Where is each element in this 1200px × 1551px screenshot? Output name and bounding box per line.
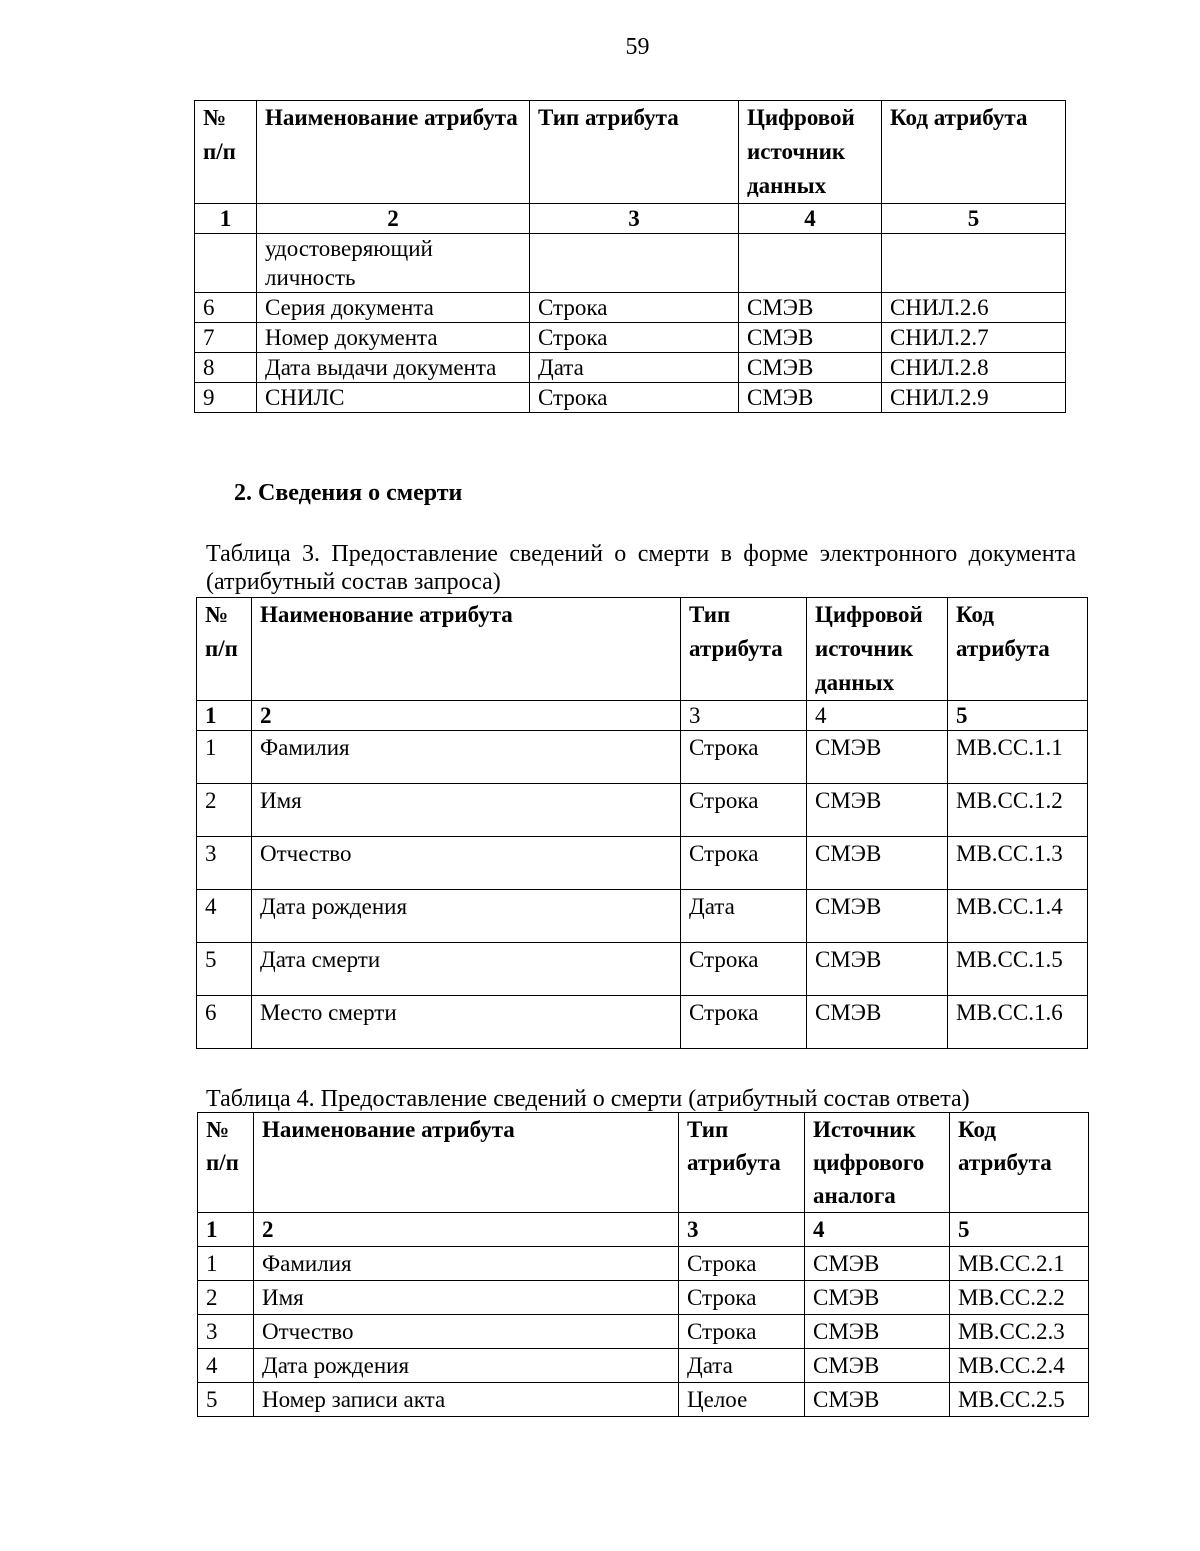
header-cell: Тип атрибута (530, 101, 739, 204)
section-heading: 2. Сведения о смерти (234, 480, 463, 506)
attribute-name: Имя (252, 784, 681, 837)
table-row (197, 943, 1088, 996)
column-number: 4 (739, 204, 882, 234)
attribute-name: Фамилия (252, 731, 681, 784)
attribute-code: МВ.СС.2.4 (950, 1349, 1089, 1383)
table-attributes-continued (194, 100, 1066, 413)
attribute-type: Строка (679, 1315, 805, 1349)
attribute-name: Номер документа (257, 323, 530, 353)
row-number: 9 (195, 383, 257, 413)
table-row (195, 234, 1066, 293)
attribute-code: МВ.СС.2.2 (950, 1281, 1089, 1315)
table-row (197, 837, 1088, 890)
attribute-name: Дата рождения (252, 890, 681, 943)
header-cell: № п/п (198, 1113, 254, 1213)
column-number: 4 (807, 701, 948, 731)
data-source: СМЭВ (807, 837, 948, 890)
attribute-code: МВ.СС.2.1 (950, 1247, 1089, 1281)
attribute-name: СНИЛС (257, 383, 530, 413)
header-cell: Наименование атрибута (254, 1113, 679, 1213)
column-number: 5 (950, 1213, 1089, 1247)
column-number-row (195, 204, 1066, 234)
table-row (197, 784, 1088, 837)
table-row (198, 1247, 1089, 1281)
table-row (195, 353, 1066, 383)
data-source: СМЭВ (805, 1349, 950, 1383)
row-number: 6 (197, 996, 252, 1049)
attribute-code: МВ.СС.1.2 (948, 784, 1088, 837)
attribute-code: МВ.СС.1.6 (948, 996, 1088, 1049)
attribute-type: Строка (679, 1281, 805, 1315)
header-cell: Код атрибута (950, 1113, 1089, 1213)
row-number: 6 (195, 293, 257, 323)
table-row (197, 890, 1088, 943)
header-cell: Код атрибута (882, 101, 1066, 204)
attribute-code: СНИЛ.2.6 (882, 293, 1066, 323)
attribute-name: Имя (254, 1281, 679, 1315)
data-source: СМЭВ (805, 1247, 950, 1281)
row-number: 1 (198, 1247, 254, 1281)
header-cell: Наименование атрибута (257, 101, 530, 204)
table-header-row (198, 1113, 1089, 1213)
table-row (197, 731, 1088, 784)
row-number: 2 (197, 784, 252, 837)
table-row (198, 1383, 1089, 1417)
column-number: 3 (530, 204, 739, 234)
column-number: 5 (948, 701, 1088, 731)
column-number: 5 (882, 204, 1066, 234)
attribute-name: Место смерти (252, 996, 681, 1049)
attribute-type: Строка (681, 943, 807, 996)
column-number: 1 (197, 701, 252, 731)
attribute-type: Целое (679, 1383, 805, 1417)
table-header-row (195, 101, 1066, 204)
attribute-name: Дата смерти (252, 943, 681, 996)
attribute-name: Отчество (252, 837, 681, 890)
column-number: 2 (252, 701, 681, 731)
table-row (195, 293, 1066, 323)
header-cell: Источник цифрового аналога (805, 1113, 950, 1213)
attribute-name: Дата рождения (254, 1349, 679, 1383)
data-source: СМЭВ (807, 784, 948, 837)
data-source: СМЭВ (805, 1383, 950, 1417)
attribute-code: МВ.СС.2.5 (950, 1383, 1089, 1417)
data-source: СМЭВ (739, 383, 882, 413)
column-number-row (197, 701, 1088, 731)
data-source: СМЭВ (739, 293, 882, 323)
attribute-name: Номер записи акта (254, 1383, 679, 1417)
header-cell: Тип атрибута (681, 598, 807, 701)
column-number: 3 (681, 701, 807, 731)
column-number: 2 (257, 204, 530, 234)
row-number: 3 (197, 837, 252, 890)
table-row (197, 996, 1088, 1049)
row-number: 5 (198, 1383, 254, 1417)
row-number: 8 (195, 353, 257, 383)
data-source: СМЭВ (807, 731, 948, 784)
attribute-name: Дата выдачи документа (257, 353, 530, 383)
attribute-code: СНИЛ.2.7 (882, 323, 1066, 353)
attribute-type: Дата (679, 1349, 805, 1383)
header-cell: Код атрибута (948, 598, 1088, 701)
row-number: 1 (197, 731, 252, 784)
table-row (195, 383, 1066, 413)
row-number: 5 (197, 943, 252, 996)
data-source: СМЭВ (739, 323, 882, 353)
table-death-request (196, 597, 1088, 1049)
page-number: 59 (625, 34, 650, 60)
header-cell: № п/п (197, 598, 252, 701)
table-death-response (197, 1112, 1089, 1417)
row-number: 7 (195, 323, 257, 353)
column-number-row (198, 1213, 1089, 1247)
attribute-code: СНИЛ.2.8 (882, 353, 1066, 383)
table-row (198, 1315, 1089, 1349)
row-number: 4 (198, 1349, 254, 1383)
attribute-code: МВ.СС.1.4 (948, 890, 1088, 943)
column-number: 4 (805, 1213, 950, 1247)
attribute-code: МВ.СС.1.1 (948, 731, 1088, 784)
attribute-type: Строка (681, 784, 807, 837)
header-cell: Тип атрибута (679, 1113, 805, 1213)
table-row (198, 1281, 1089, 1315)
attribute-type: Строка (681, 837, 807, 890)
data-source: СМЭВ (805, 1281, 950, 1315)
attribute-name: Серия документа (257, 293, 530, 323)
continuation-cell: удостоверяющий личность (257, 234, 530, 293)
column-number: 1 (198, 1213, 254, 1247)
data-source: СМЭВ (807, 890, 948, 943)
data-source: СМЭВ (805, 1315, 950, 1349)
row-number: 3 (198, 1315, 254, 1349)
data-source: СМЭВ (807, 943, 948, 996)
header-cell: Наименование атрибута (252, 598, 681, 701)
attribute-type: Строка (530, 323, 739, 353)
header-cell: № п/п (195, 101, 257, 204)
table-row (198, 1349, 1089, 1383)
attribute-type: Строка (681, 996, 807, 1049)
attribute-name: Фамилия (254, 1247, 679, 1281)
attribute-code: СНИЛ.2.9 (882, 383, 1066, 413)
header-cell: Цифровой источник данных (739, 101, 882, 204)
attribute-type: Строка (530, 383, 739, 413)
table-row (195, 323, 1066, 353)
table4-caption: Таблица 4. Предоставление сведений о смерти (атрибутный состав ответа) (206, 1086, 970, 1112)
attribute-type: Дата (681, 890, 807, 943)
header-cell: Цифровой источник данных (807, 598, 948, 701)
data-source: СМЭВ (807, 996, 948, 1049)
column-number: 2 (254, 1213, 679, 1247)
table3-caption: Таблица 3. Предоставление сведений о смерти в форме электронного документа (атрибутный состав запроса) (206, 541, 1076, 595)
attribute-type: Дата (530, 353, 739, 383)
table-header-row (197, 598, 1088, 701)
attribute-type: Строка (681, 731, 807, 784)
data-source: СМЭВ (739, 353, 882, 383)
attribute-code: МВ.СС.1.5 (948, 943, 1088, 996)
attribute-name: Отчество (254, 1315, 679, 1349)
attribute-code: МВ.СС.2.3 (950, 1315, 1089, 1349)
column-number: 3 (679, 1213, 805, 1247)
column-number: 1 (195, 204, 257, 234)
attribute-type: Строка (679, 1247, 805, 1281)
row-number: 2 (198, 1281, 254, 1315)
attribute-type: Строка (530, 293, 739, 323)
attribute-code: МВ.СС.1.3 (948, 837, 1088, 890)
row-number: 4 (197, 890, 252, 943)
